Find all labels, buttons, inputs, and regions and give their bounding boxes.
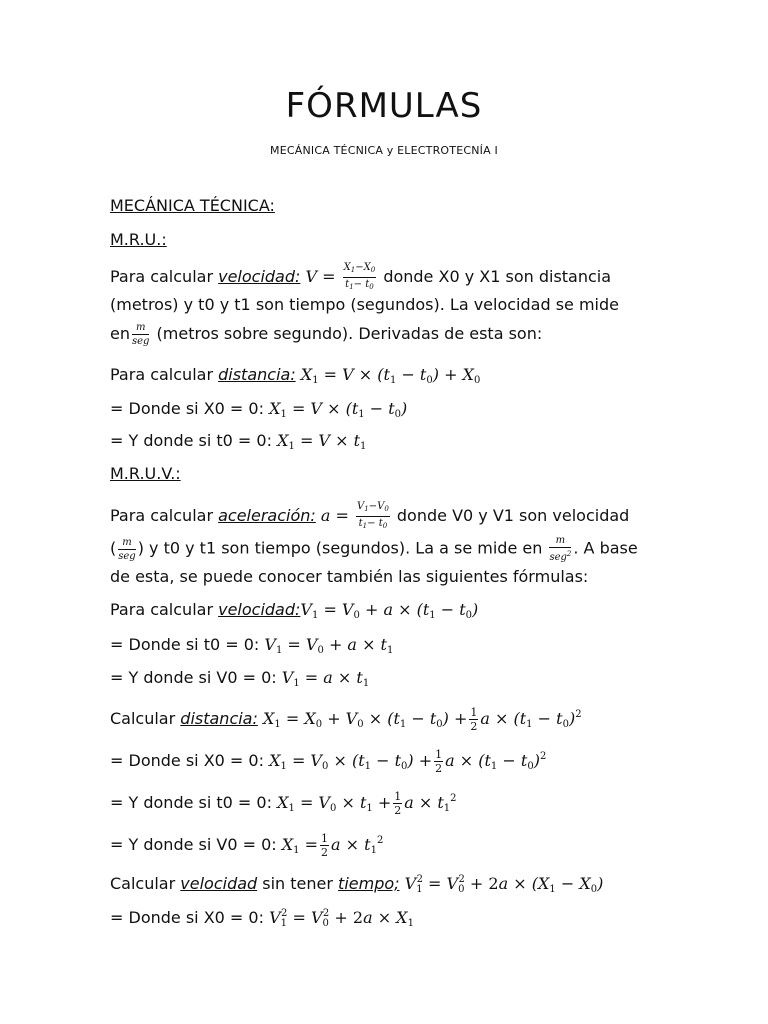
- velocity-fraction: $\frac{X_1-X_0}{t_1- t_0}$: [343, 262, 376, 291]
- mru-intro-line3: en $\frac{m}{\text{seg}}$ (metros sobre segundo). Derivadas de esta son:: [110, 322, 543, 347]
- velocidad-label-3: velocidad: [180, 874, 258, 893]
- m-seg-fraction: $\frac{m}{\text{seg}}$: [131, 322, 150, 347]
- tiempo-label: tiempo;: [338, 874, 400, 893]
- heading-mru: M.R.U.:: [110, 230, 167, 249]
- section-heading-mecanica: MECÁNICA TÉCNICA:: [110, 196, 275, 215]
- mru-intro-line2: (metros) y t0 y t1 son tiempo (segundos). La velocidad se mide: [110, 295, 619, 314]
- heading-mruv: M.R.U.V.:: [110, 464, 181, 483]
- mru-case-t0: = Y donde si t0 = 0: $X_1 = V \times t_1$: [110, 431, 367, 452]
- mru-distancia-formula: Para calcular distancia: $X_1 = V \times (t_1 - t_0) + X_0$: [110, 365, 481, 386]
- velocidad-label-2: velocidad:: [218, 600, 301, 619]
- distancia-label: distancia:: [218, 365, 296, 384]
- distancia-label-2: distancia:: [180, 709, 258, 728]
- mruv-velocidad-formula: Para calcular $velocidad:V_1 = V_0 + a \times (t_1 - t_0)$: [110, 600, 479, 621]
- mruv-distancia-formula: Calcular distancia: $X_1 = X_0 + V_0 \times (t_1 - t_0)$ + $\frac{1}{2}$ $a \times (t_1 - t_0)^2$: [110, 706, 582, 733]
- mru-case-x0: = Donde si X0 = 0: $X_1 = V \times (t_1 - t_0)$: [110, 399, 408, 420]
- mruv-intro-line2: ( $\frac{m}{\text{seg}}$ ) y t0 y t1 son tiempo (segundos). La a se mide en $\frac{m}{seg^2}$ . A base: [110, 535, 638, 563]
- mruv-intro-line3: de esta, se puede conocer también las siguientes fórmulas:: [110, 567, 589, 586]
- mruv-vcase-v0: = Y donde si V0 = 0: $V_1 = a \times t_1$: [110, 668, 370, 689]
- mruv-intro-line1: Para calcular aceleración: a = $\frac{V_1-V_0}{t_1- t_0}$ donde V0 y V1 son velocidad: [110, 501, 630, 530]
- mruv-dcase-v0: = Y donde si V0 = 0: $X_1$ = $\frac{1}{2}$ $a \times t_1^2$: [110, 832, 384, 859]
- acceleration-fraction: $\frac{V_1-V_0}{t_1- t_0}$: [357, 501, 389, 530]
- mru-intro-line1: Para calcular velocidad: V = $\frac{X_1-X_0}{t_1- t_0}$ donde X0 y X1 son distancia: [110, 262, 612, 291]
- page-title: FÓRMULAS: [285, 86, 483, 126]
- mruv-vcase-t0: = Donde si t0 = 0: $V_1 = V_0 + a \times t_1$: [110, 635, 394, 656]
- velocidad-label: velocidad:: [218, 267, 301, 286]
- aceleracion-label: aceleración:: [218, 506, 316, 525]
- mruv-tiempo-formula: Calcular velocidad sin tener tiempo; $V_1^2 = V_0^2 + 2a \times (X_1 - X_0)$: [110, 874, 604, 895]
- page-subtitle: MECÁNICA TÉCNICA y ELECTROTECNÍA I: [270, 144, 498, 157]
- mruv-dcase-x0: = Donde si X0 = 0: $X_1 = V_0 \times (t_1 - t_0)$ + $\frac{1}{2}$ $a \times (t_1 - t_0)^2$: [110, 748, 547, 775]
- mruv-dcase-t0: = Y donde si t0 = 0: $X_1 = V_0 \times t_1$ + $\frac{1}{2}$ $a \times t_1^2$: [110, 790, 457, 817]
- mruv-tcase-x0: = Donde si X0 = 0: $V_1^2 = V_0^2 + 2a \times X_1$: [110, 908, 414, 929]
